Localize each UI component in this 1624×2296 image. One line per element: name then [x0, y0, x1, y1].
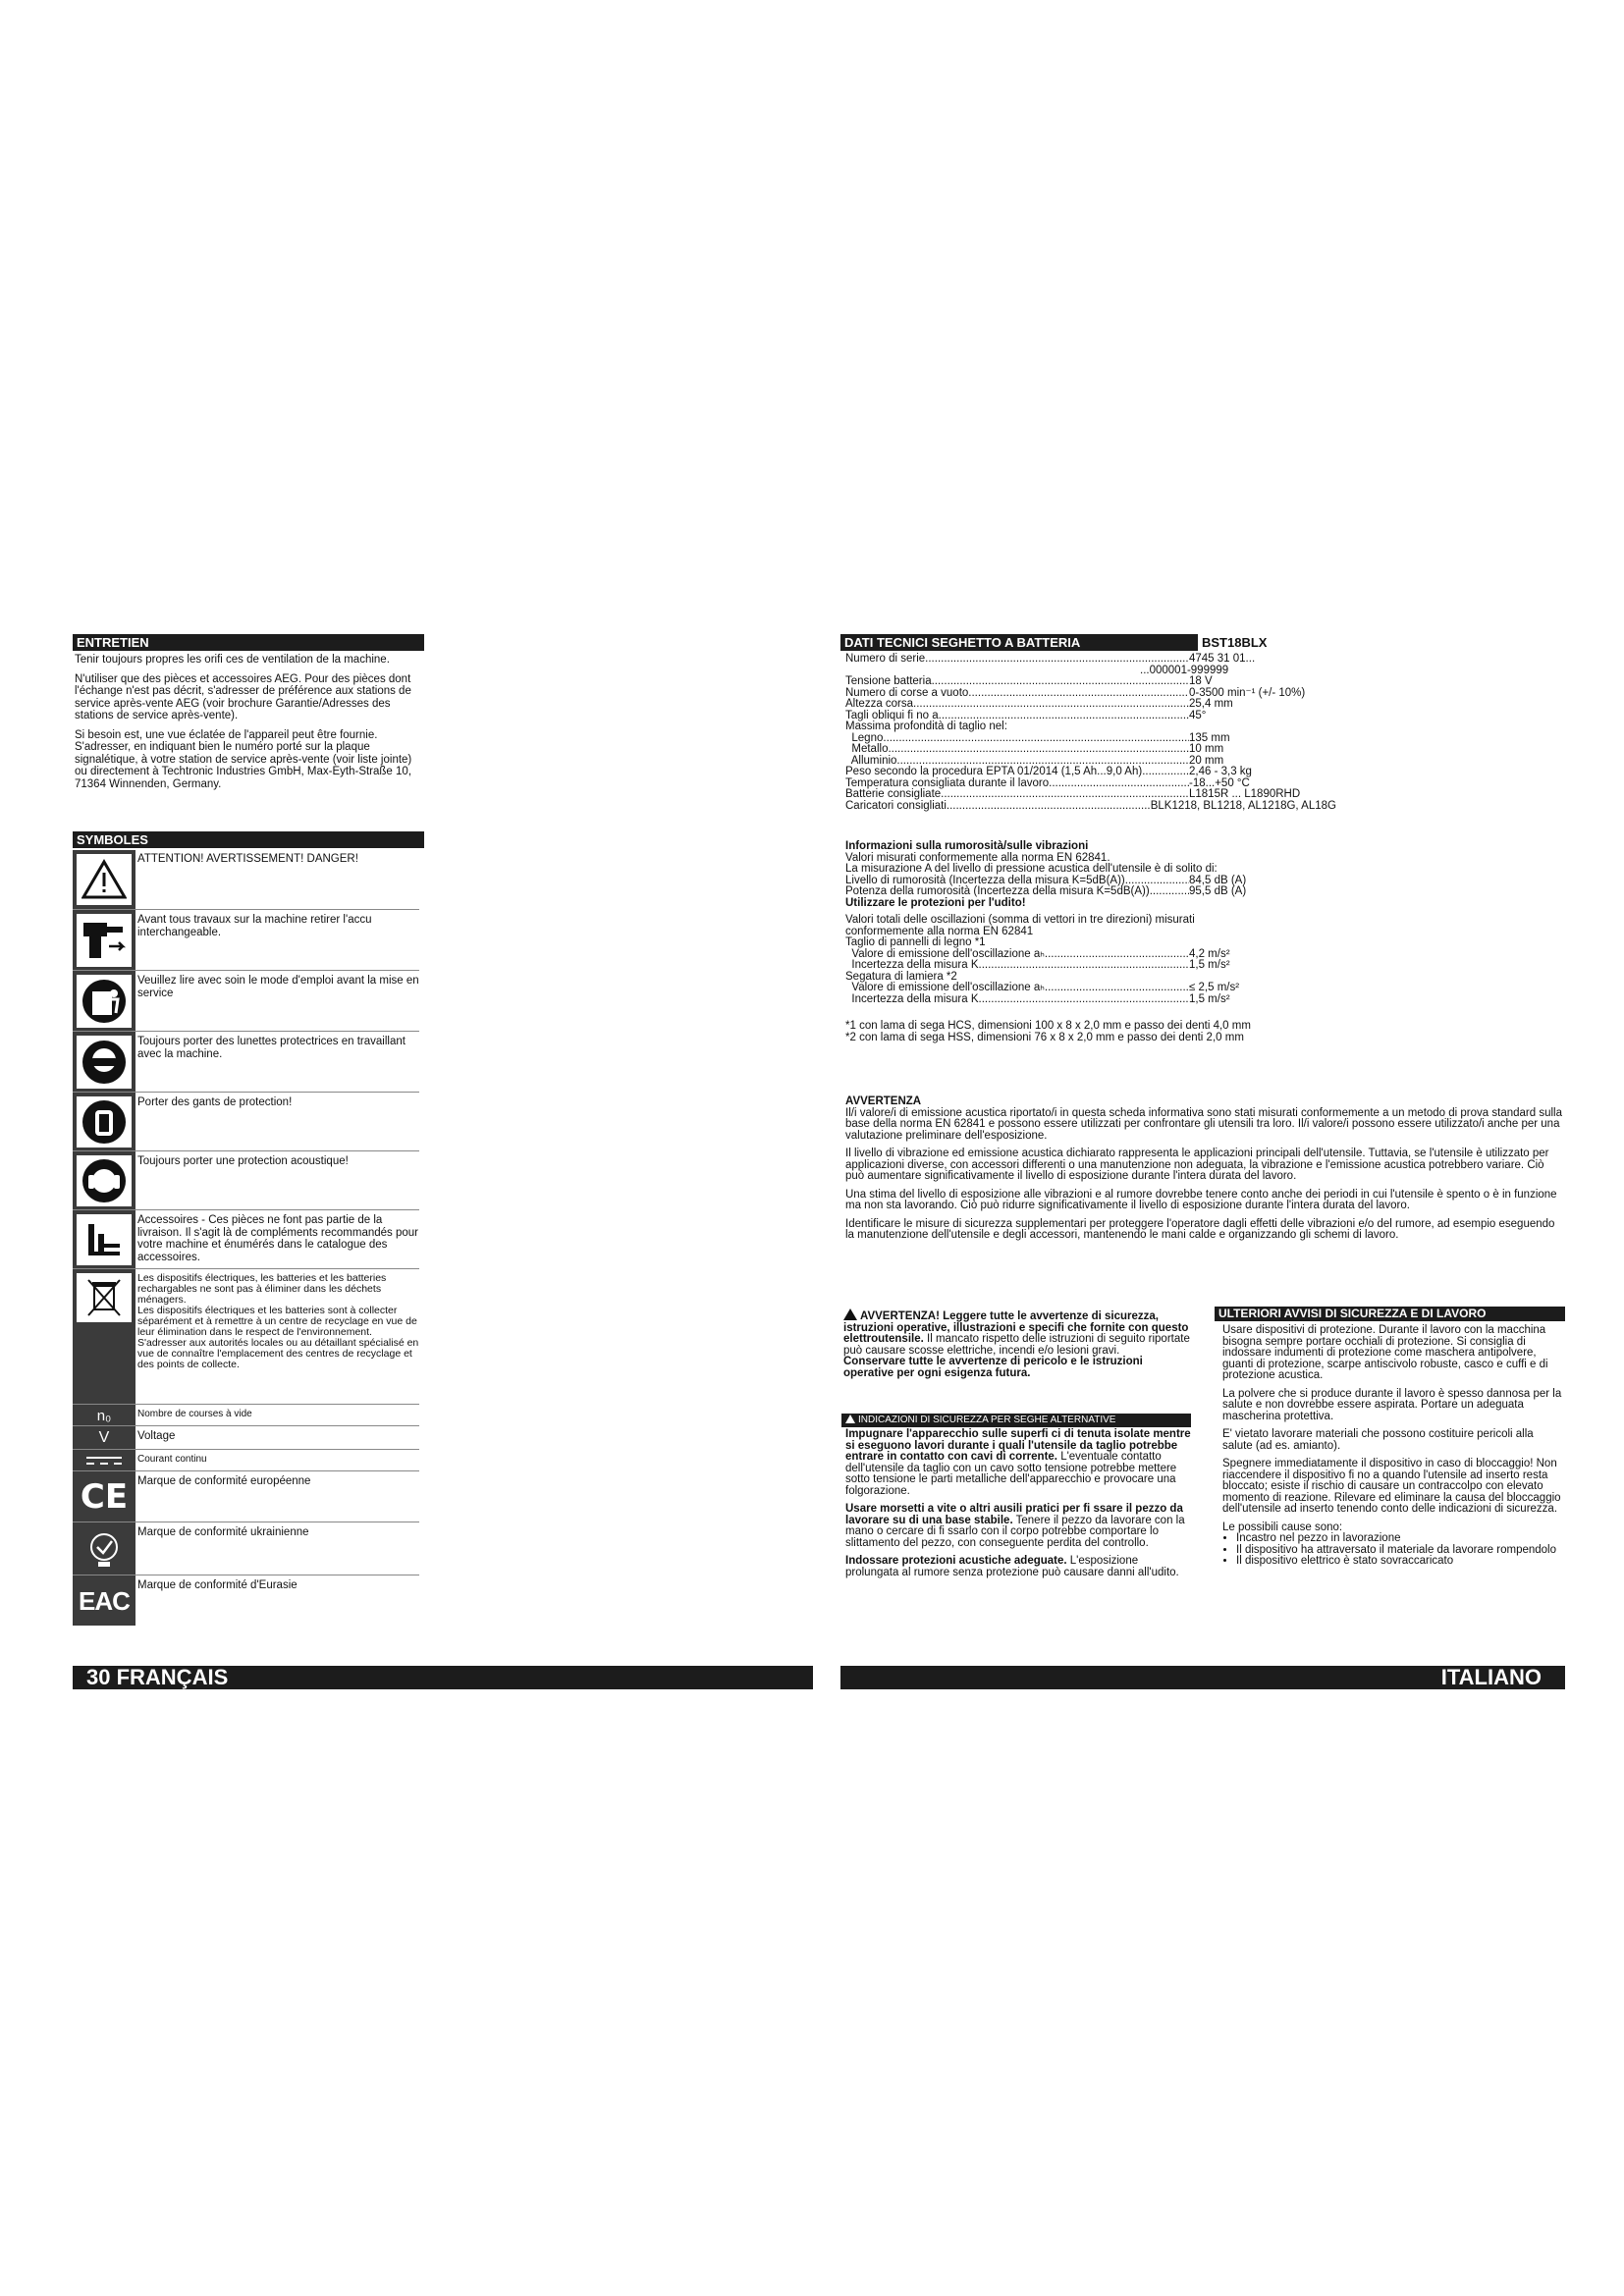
left-footer [73, 1666, 813, 1689]
symbol-text: Toujours porter une protection acoustique! [137, 1155, 349, 1167]
leader-dots [941, 789, 1189, 801]
spec-label: Segatura di lamiera *2 [845, 970, 957, 983]
symboles-header: SYMBOLES [73, 831, 424, 848]
spec-label: Numero di corse a vuoto [845, 686, 969, 699]
spec-label: Batterie consigliate [845, 788, 942, 800]
ulteriori-paragraph: Spegnere immediatamente il dispositivo in caso di bloccaggio! Non riaccendere il dispositivo fi no a quando l'utensile ad inserto resta bloccato; esiste il rischio di causare un contraccolpo con elevato momento di reazione. Rilevare ed eliminare la causa del bloccaggio dell'utensile ad inserto tenendo conto delle indicazioni di sicurezza. [1222, 1458, 1561, 1515]
spec-value: 10 mm [1189, 743, 1224, 755]
symbol-text: Les dispositifs électriques, les batteries et les batteries rechargables ne sont pas à éliminer dans les déchets ménagers. Les dispositifs électriques et les batteries sont à collecter séparément et à remettre à un centre de recyclage en vue de leur élimination dans le respect de l'environnement. S'adresser aux autorités locales ou au détaillant spécialisé en vue de connaître l'emplacement des centres de recyclage et des points de collecte. [137, 1272, 419, 1370]
indicazioni-text: Tenere il pezzo da lavorare con la mano o cercare di fi ssarlo con il corpo potrebbe comportare lo slittamento del pezzo, con conseguente perdita del controllo. [845, 1514, 1185, 1549]
indicazioni-bold: Impugnare l'apparecchio sulle superfi ci di tenuta isolate mentre si eseguono lavori durante i quali l'utensile da taglio potrebbe entrare in contatto con cavi di corrente. [845, 1428, 1191, 1463]
spec-value: 20 mm [1189, 754, 1224, 767]
leader-dots [1045, 983, 1189, 994]
ulteriori-paragraph: Le possibili cause sono: [1222, 1521, 1343, 1533]
indicazioni-paragraph [845, 1504, 1193, 1549]
leader-dots [979, 960, 1189, 972]
warning-triangle-icon [77, 854, 132, 905]
direct-current-icon [77, 1452, 132, 1469]
avvertenza-paragraph: Identificare le misure di sicurezza supplementari per proteggere l'operatore dagli effetti delle vibrazioni e/o del rumore, ad esempio eseguendo la manutenzione dell'utensile e degli accessori, mantenendo le mani calde e organizzando gli schemi di lavoro. [845, 1217, 1555, 1241]
spec-value [1189, 721, 1336, 733]
symbol-text: Toujours porter des lunettes protectrices en travaillant avec la machine. [137, 1036, 406, 1060]
general-warning [843, 1308, 1193, 1379]
weee-bin-icon [77, 1273, 132, 1322]
spec-label: Metallo [845, 743, 889, 755]
vibration-intro: Valori totali delle oscillazioni (somma di vettori in tre direzioni) misurati conformemente alla norma EN 62841 [845, 914, 1195, 937]
noise-table [845, 876, 1336, 898]
symbol-text: Avant tous travaux sur la machine retirer l'accu interchangeable. [137, 914, 372, 938]
indicazioni-section [845, 1429, 1193, 1585]
leader-dots [1150, 886, 1189, 898]
spec-value: ...000001-999999 [1140, 664, 1229, 676]
spec-row [845, 801, 1336, 813]
entretien-section [75, 654, 420, 797]
spec-label: Temperatura consigliata durante il lavoro [845, 776, 1050, 789]
noise-title: Informazioni sulla rumorosità/sulle vibrazioni [845, 840, 1089, 852]
leader-dots [947, 801, 1151, 813]
ulteriori-paragraph: E' vietato lavorare materiali che possono costituire pericoli alla salute (ad es. amianto). [1222, 1428, 1534, 1452]
spec-row [845, 960, 1336, 972]
spec-row [845, 688, 1336, 700]
symbol-text: Veuillez lire avec soin le mode d'emploi avant la mise en service [137, 975, 419, 999]
read-manual-icon [77, 975, 132, 1028]
spec-label: Numero di serie [845, 653, 926, 665]
ulteriori-paragraph: La polvere che si produce durante il lavoro è spesso dannosa per la salute e non dovrebbe essere aspirata. Portare un adeguata mascherina protettiva. [1222, 1387, 1562, 1422]
n0-symbol: n₀ [96, 1407, 112, 1424]
spec-label: Incertezza della misura K [845, 992, 979, 1005]
spec-value [1189, 937, 1336, 949]
indicazioni-header-label: INDICAZIONI DI SICUREZZA PER SEGHE ALTERNATIVE [858, 1415, 1116, 1425]
spec-label: Taglio di pannelli di legno *1 [845, 936, 986, 948]
ulteriori-section [1222, 1325, 1565, 1568]
eac-mark-icon: EAC [79, 1585, 130, 1616]
indicazioni-bold: Indossare protezioni acustiche adeguate. [845, 1555, 1067, 1567]
symbol-text: Courant continu [137, 1454, 207, 1465]
symbol-row [73, 1270, 419, 1405]
spec-row [845, 937, 1336, 949]
entretien-header: ENTRETIEN [73, 634, 424, 651]
voltage-symbol: V [98, 1429, 110, 1446]
gloves-icon [77, 1096, 132, 1148]
indicazioni-paragraph [845, 1556, 1193, 1578]
avvertenza-paragraph: Una stima del livello di esposizione alle vibrazioni e al rumore dovrebbe tenere conto anche dei periodi in cui l'utensile è spento o è in funzione ma non sta lavorando. Ciò può ridurre significativamente il livello di esposizione durante l'intera durata del lavoro. [845, 1188, 1557, 1211]
battery-removal-icon [77, 914, 132, 967]
spec-value: 2,46 - 3,3 kg [1189, 766, 1252, 777]
entretien-paragraph: Tenir toujours propres les orifi ces de ventilation de la machine. [75, 654, 390, 666]
footnotes: *1 con lama di sega HCS, dimensioni 100 x 8 x 2,0 mm e passo dei denti 4,0 mm *2 con lama di sega HSS, dimensioni 76 x 8 x 2,0 mm e passo dei denti 2,0 mm [845, 1020, 1251, 1043]
noise-warning: Utilizzare le protezioni per l'udito! [845, 896, 1026, 909]
spec-row [845, 983, 1336, 994]
spec-row [845, 733, 1336, 745]
page-footer-label: 30 FRANÇAIS [86, 1665, 229, 1689]
symbol-row [73, 972, 419, 1032]
spec-label: Potenza della rumorosità (Incertezza della misura K=5dB(A)) [845, 885, 1150, 897]
indicazioni-text: L'esposizione prolungata al rumore senza protezione può causare danni all'udito. [845, 1555, 1179, 1578]
symbol-text: ATTENTION! AVERTISSEMENT! DANGER! [137, 853, 358, 865]
spec-row [845, 886, 1336, 898]
safety-goggles-icon [77, 1036, 132, 1089]
indicazioni-bold: Usare morsetti a vite o altri ausili pratici per fi ssare il pezzo da lavorare su di una base stabile. [845, 1503, 1183, 1526]
symbol-text: Marque de conformité européenne [137, 1475, 311, 1487]
symbol-row [73, 1576, 419, 1626]
specs-table [845, 654, 1336, 812]
spec-label: Massima profondità di taglio nel: [845, 721, 1007, 732]
spec-label: Valore di emissione dell'oscillazione aₕ [845, 947, 1045, 960]
symbol-row [73, 1472, 419, 1522]
spec-value: 25,4 mm [1189, 698, 1233, 710]
right-footer [840, 1666, 1565, 1689]
spec-row [845, 721, 1336, 733]
symbol-row [73, 1211, 419, 1269]
symbol-text: Voltage [137, 1430, 176, 1442]
spec-value: 4,2 m/s² [1189, 947, 1230, 960]
avvertenza-paragraph: Il livello di vibrazione ed emissione acustica dichiarato rappresenta le applicazioni principali dell'utensile. Tuttavia, se l'utensile è utilizzato per applicazioni diverse, con accessori differenti o una manutenzione non adeguata, la vibrazione e l'emissione acustica potrebbero variare. Ciò può aumentare significativamente il livello di esposizione durante l'intera durata del lavoro. [845, 1148, 1549, 1182]
indicazioni-header [841, 1414, 1191, 1427]
symbol-row [73, 1427, 419, 1450]
noise-intro: Valori misurati conformemente alla norma EN 62841. La misurazione A del livello di pressione acustica dell'utensile è di solito di: [845, 851, 1218, 875]
spec-label: Peso secondo la procedura EPTA 01/2014 (1,5 Ah...9,0 Ah) [845, 766, 1143, 777]
spec-row [845, 654, 1336, 666]
spec-value: 18 V [1189, 675, 1213, 687]
spec-row [845, 744, 1336, 756]
spec-value: BLK1218, BL1218, AL1218G, AL18G [1150, 799, 1336, 812]
symbol-text: Accessoires - Ces pièces ne font pas partie de la livraison. Il s'agit là de compléments recommandés pour votre machine et énumérés dans le catalogue des accessoires. [137, 1214, 418, 1263]
vibration-table [845, 937, 1336, 1005]
spec-row [845, 789, 1336, 801]
model-label: BST18BLX [1202, 635, 1268, 650]
spec-value: 1,5 m/s² [1189, 959, 1230, 971]
avvertenza-title: AVVERTENZA [845, 1095, 922, 1107]
symbol-row [73, 850, 419, 910]
spec-row [845, 699, 1336, 711]
symbol-row [73, 911, 419, 971]
spec-label: Legno [845, 731, 884, 744]
ce-mark-icon: CE [80, 1477, 129, 1517]
ukraine-mark-icon [77, 1526, 132, 1572]
ulteriori-paragraph: Usare dispositivi di protezione. Durante il lavoro con la macchina bisogna sempre portare occhiali di protezione. Si consiglia di indossare indumenti di protezione come maschera antipolvere, guanti di protezione, scarpe antiscivolo robuste, casco e cuffi e di protezione acustica. [1222, 1324, 1548, 1381]
spec-row [845, 767, 1336, 778]
symbol-row [73, 1406, 419, 1426]
spec-value: 0-3500 min⁻¹ (+/- 10%) [1189, 686, 1306, 699]
spec-label: Valore di emissione dell'oscillazione aₕ [845, 982, 1045, 993]
leader-dots [913, 699, 1189, 711]
dati-tecnici-header: DATI TECNICI SEGHETTO A BATTERIA [840, 634, 1198, 651]
indicazioni-text: L'eventuale contatto dell'utensile da taglio con un cavo sotto tensione potrebbe mettere sotto tensione le parti metalliche dell'apparecchio e provocare una folgorazione. [845, 1451, 1177, 1497]
symbol-text: Porter des gants de protection! [137, 1096, 293, 1108]
spec-value: 95,5 dB (A) [1189, 885, 1247, 897]
warning-triangle-icon [845, 1415, 855, 1423]
symbol-row [73, 1094, 419, 1151]
symbol-text: Marque de conformité d'Eurasie [137, 1579, 298, 1591]
symbol-row [73, 1523, 419, 1575]
leader-dots [925, 654, 1189, 666]
leader-dots [1045, 949, 1189, 961]
noise-section [845, 840, 1336, 1043]
warning-bold: AVVERTENZA! Leggere tutte le avvertenze di sicurezza, istruzioni operative, illustrazioni e specifi che fornite con questo elettroutensile. [843, 1310, 1189, 1345]
avvertenza-paragraph: Il/i valore/i di emissione acustica riportato/i in questa scheda informativa sono stati misurati conformemente a un metodo di prova standard sulla base della norma EN 62841 e possono essere utilizzati per confrontare gli utensili tra loro. Il/i valore/i possono essere utilizzato/i anche per una valutazione preliminare dell'esposizione. [845, 1106, 1562, 1142]
list-item: • Il dispositivo elettrico è stato sovraccaricato [1236, 1556, 1565, 1568]
symbol-text: Nombre de courses à vide [137, 1409, 252, 1419]
list-item: • Il dispositivo ha attraversato il materiale da lavorare rompendolo [1236, 1545, 1565, 1557]
spec-row [845, 676, 1336, 688]
spec-label: Tagli obliqui fi no a [845, 709, 939, 721]
warning-text: Il mancato rispetto delle istruzioni di seguito riportate può causare scosse elettriche, incendi e/o lesioni gravi. [843, 1333, 1190, 1357]
spec-value: 135 mm [1189, 731, 1230, 744]
leader-dots [1142, 767, 1189, 778]
symbol-row [73, 1033, 419, 1093]
spec-label: Tensione batteria [845, 675, 932, 687]
symbol-row [73, 1451, 419, 1471]
entretien-paragraph: Si besoin est, une vue éclatée de l'appareil peut être fournie. S'adresser, en indiquant bien le numéro porté sur la plaque signalétique, à votre station de service après-vente (voir liste jointe) ou directement à Techtronic Industries GmbH, Max-Eyth-Straße 10, 71364 Winnenden, Germany. [75, 728, 412, 790]
accessories-icon [77, 1214, 132, 1265]
avvertenza-section [845, 1096, 1564, 1249]
entretien-paragraph: N'utiliser que des pièces et accessoires AEG. Pour des pièces dont l'échange n'est pas décrit, s'adresser de préférence aux stations de service après-vente AEG (voir brochure Garantie/Adresses des stations de service après-vente). [75, 672, 411, 721]
symbol-row [73, 1152, 419, 1210]
page-footer-label: ITALIANO [1440, 1665, 1542, 1689]
spec-value: -18...+50 °C [1189, 776, 1250, 789]
symbol-text: Marque de conformité ukrainienne [137, 1526, 309, 1538]
spec-value: 84,5 dB (A) [1189, 874, 1247, 886]
leader-dots [1049, 778, 1189, 790]
leader-dots [888, 744, 1189, 756]
spec-value: ≤ 2,5 m/s² [1189, 982, 1240, 993]
ear-protection-icon [77, 1155, 132, 1206]
spec-value: 1,5 m/s² [1189, 992, 1230, 1005]
ulteriori-header: ULTERIORI AVVISI DI SICUREZZA E DI LAVORO [1215, 1307, 1565, 1321]
warning-triangle-icon [843, 1308, 857, 1320]
warning-keep: Conservare tutte le avvertenze di pericolo e le istruzioni operative per ogni esigenza futura. [843, 1356, 1143, 1379]
leader-dots [932, 676, 1189, 688]
spec-label: Altezza corsa [845, 698, 914, 710]
leader-dots [968, 688, 1189, 700]
leader-dots [883, 733, 1189, 745]
indicazioni-paragraph [845, 1429, 1193, 1497]
spec-label: Livello di rumorosità (Incertezza della misura K=5dB(A)) [845, 874, 1125, 886]
spec-value: 4745 31 01... [1189, 653, 1256, 665]
spec-label: Alluminio [845, 754, 897, 767]
causes-list [1222, 1533, 1565, 1568]
spec-label: Incertezza della misura K [845, 959, 979, 971]
list-item: • Incastro nel pezzo in lavorazione [1236, 1533, 1565, 1545]
spec-value: 45° [1189, 709, 1207, 721]
spec-row [845, 994, 1336, 1006]
spec-label: Caricatori consigliati [845, 799, 947, 812]
spec-value: L1815R ... L1890RHD [1189, 788, 1301, 800]
leader-dots [979, 994, 1189, 1006]
